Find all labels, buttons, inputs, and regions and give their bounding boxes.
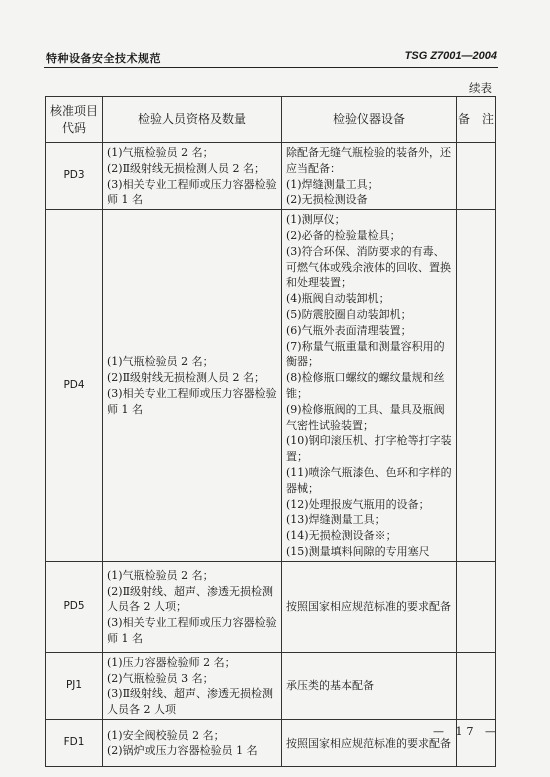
notes-cell	[457, 143, 496, 210]
equipment-cell-line: (13)焊缝测量工具；	[286, 513, 386, 527]
personnel-cell-line: (1)压力容器检验师 2 名；	[107, 655, 236, 669]
item-code-cell: PJ1	[46, 652, 103, 719]
equipment-cell-line: 除配备无缝气瓶检验的装备外，还应当配备：	[286, 146, 451, 175]
personnel-cell-line: (3)Ⅱ级射线、超声、渗透无损检测人员各 2 人项	[107, 687, 274, 717]
equipment-cell-line: 按照国家相应规范标准的要求配备	[286, 736, 451, 750]
notes-cell	[457, 561, 496, 652]
header-rule	[44, 67, 498, 68]
equipment-cell-line: (1)焊缝测量工具；	[286, 177, 379, 191]
header-item-code: 核准项目代码	[46, 97, 103, 143]
header-personnel: 检验人员资格及数量	[103, 97, 282, 143]
equipment-cell-line: (2)无损检测设备	[286, 193, 368, 207]
equipment-cell	[282, 719, 457, 766]
equipment-cell	[282, 561, 457, 652]
standard-code: TSG Z7001—2004	[404, 50, 497, 62]
equipment-cell-line: (4)瓶阀自动装卸机；	[286, 292, 390, 306]
equipment-cell-line: (15)测量填料间隙的专用塞尺	[286, 544, 430, 558]
equipment-cell-line: 按照国家相应规范标准的要求配备	[286, 600, 451, 614]
personnel-cell-line: (3)相关专业工程师或压力容器检验师 1 名	[107, 386, 277, 416]
personnel-cell-line: (1)气瓶检验员 2 名；	[107, 355, 214, 369]
equipment-cell-line: (1)测厚仪；	[286, 213, 346, 227]
equipment-cell-line: (8)检修瓶口螺纹的螺纹量规和丝锥；	[286, 371, 445, 400]
header-notes: 备 注	[457, 97, 496, 143]
notes-cell	[457, 652, 496, 719]
page-number: — 17 —	[433, 725, 500, 738]
equipment-cell-line: (7)称量气瓶重量和测量容积用的衡器；	[286, 339, 445, 369]
equipment-cell-line: (6)气瓶外表面清理装置；	[286, 323, 412, 337]
table-row	[46, 719, 496, 766]
equipment-cell-line: (9)检修瓶阀的工具、量具及瓶阀气密性试验装置；	[286, 402, 445, 432]
personnel-cell-line: (1)安全阀校验员 2 名；	[107, 728, 225, 742]
notes-cell	[457, 210, 496, 562]
equipment-cell-line: (10)钢印滚压机、打字枪等打字装置；	[286, 434, 452, 464]
equipment-cell-line: (14)无损检测设备※；	[286, 529, 397, 543]
equipment-cell-line: (5)防震胶圈自动装卸机；	[286, 307, 412, 321]
equipment-cell	[282, 652, 457, 719]
table-header-row	[46, 97, 496, 143]
personnel-cell	[103, 143, 282, 210]
personnel-cell-line: (3)相关专业工程师或压力容器检验师 1 名	[107, 177, 277, 207]
item-code-cell: PD4	[46, 210, 103, 562]
table-row	[46, 143, 496, 210]
personnel-cell-line: (1)气瓶检验员 2 名；	[107, 146, 214, 159]
table-row	[46, 652, 496, 719]
personnel-cell-line: (2)Ⅱ级射线无损检测人员 2 名；	[107, 371, 266, 385]
equipment-cell-line: (2)必备的检验量检具；	[286, 228, 401, 242]
equipment-cell-line: (12)处理报废气瓶用的设备；	[286, 497, 430, 511]
personnel-cell-line: (1)气瓶检验员 2 名；	[107, 568, 214, 582]
table-row	[46, 561, 496, 652]
equipment-cell	[282, 210, 457, 562]
item-code-cell: PD3	[46, 143, 103, 210]
item-code-cell: PD5	[46, 561, 103, 652]
personnel-cell-line: (3)相关专业工程师或压力容器检验师 1 名	[107, 616, 277, 645]
equipment-cell	[282, 143, 457, 210]
personnel-cell	[103, 210, 282, 562]
continued-label: 续表	[469, 81, 492, 95]
personnel-cell-line: (2)Ⅱ级射线、超声、渗透无损检测人员各 2 人项；	[107, 584, 274, 614]
equipment-cell-line: (3)符合环保、消防要求的有毒、可燃气体或残余液体的回收、置换和处理装置；	[286, 244, 451, 290]
spec-series-title: 特种设备安全技术规范	[46, 52, 161, 65]
personnel-cell-line: (2)Ⅱ级射线无损检测人员 2 名；	[107, 161, 266, 175]
personnel-cell	[103, 561, 282, 652]
table-row	[46, 210, 496, 562]
personnel-cell-line: (2)锅炉或压力容器检验员 1 名	[107, 744, 258, 758]
personnel-cell-line: (2)气瓶检验员 3 名；	[107, 671, 214, 685]
approval-requirements-table	[45, 96, 496, 767]
personnel-cell	[103, 652, 282, 719]
item-code-cell: FD1	[46, 719, 103, 766]
equipment-cell-line: 承压类的基本配备	[286, 679, 374, 693]
header-equipment: 检验仪器设备	[282, 97, 457, 143]
personnel-cell	[103, 719, 282, 766]
equipment-cell-line: (11)喷涂气瓶漆色、色环和字样的器械；	[286, 465, 452, 495]
